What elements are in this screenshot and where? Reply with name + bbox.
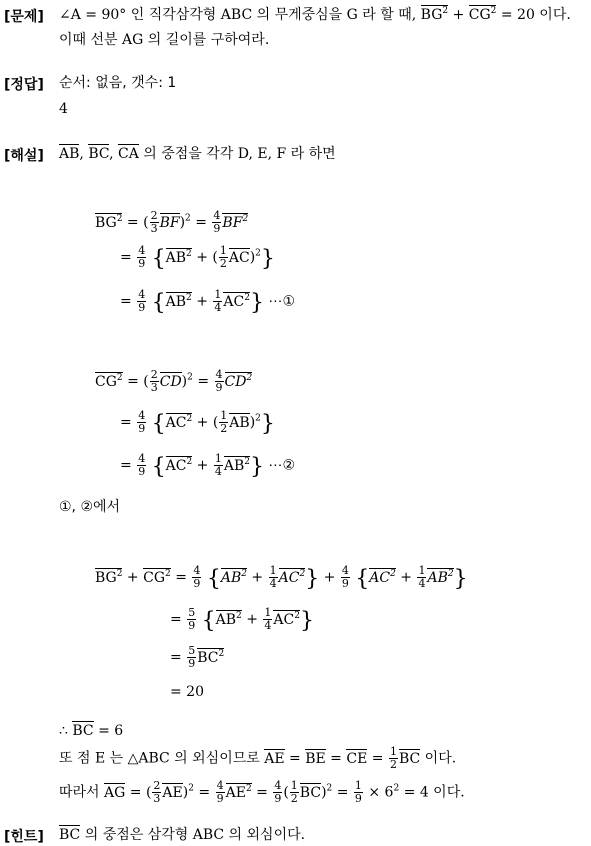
eq3-line2: = $\frac{5}{9}$ {$AB^2$ + $\frac{1}{4}$ $AC^2$} [170, 606, 314, 634]
circle-two: ② [282, 457, 295, 474]
answer-label: [정답] [4, 77, 44, 93]
eq3-line1: $BG^2 + CG^2$ = $\frac{4}{9}$ {$AB^2$ + $\frac{1}{4}$ $AC^2$} + $\frac{4}{9}$ {$AC^2$ + $\frac{1}{4}$ $AB^2$} [95, 564, 468, 592]
problem-text-end: = 20 이다. [496, 7, 571, 23]
combine-text: ①, ②에서 [59, 499, 121, 515]
eq2-line2: = $\frac{4}{9}$ {$AC^2$ + ( $\frac{1}{2}$ AB)$^2$} [120, 409, 275, 437]
hint-text: 의 중점은 삼각형 ABC 의 외심이다. [84, 827, 306, 843]
cg-squared: $CG^2$ [468, 6, 497, 23]
eq2-line3: = $\frac{4}{9}$ {$AC^2$ + $\frac{1}{4}$ $AB^2$} ⋯② [120, 452, 295, 480]
eq3-line4: = 20 [170, 684, 204, 700]
solution-label: [해설] [4, 148, 44, 164]
problem-text-start: ∠A = 90° 인 직각삼각형 ABC 의 무게중심을 G 라 할 때, [59, 7, 421, 23]
answer-value: 4 [59, 101, 68, 117]
eq2-line1: $CG^2$ = ( $\frac{2}{3}$ CD)$^2$ = $\frac{4}{9}$ $CD^2$ [95, 368, 253, 394]
therefore-line: ∴ BC = 6 [59, 723, 124, 739]
circle-one: ① [282, 293, 295, 310]
eq1-line2: = $\frac{4}{9}$ {$AB^2$ + ( $\frac{1}{2}$ AC)$^2$} [120, 244, 275, 272]
eq1-line3: = $\frac{4}{9}$ {$AB^2$ + $\frac{1}{4}$ $AC^2$} ⋯① [120, 288, 295, 316]
problem-line-2: 이때 선분 AG 의 길이를 구하여라. [59, 32, 270, 48]
circumcenter-line: 또 점 E 는 △ABC 의 외심이므로 AE = BE = CE = $\frac{1}{2}$ BC 이다. [59, 745, 457, 771]
eq3-line3: = $\frac{5}{9}$ $BC^2$ [170, 644, 225, 670]
final-line: 따라서 AG = ( $\frac{2}{3}$ AE)$^2$ = $\frac{4}{9}$ $AE^2$ = $\frac{4}{9}$ ( $\frac{1}{2}$ BC)$^2$ = $\frac{1}{9}$ × $6^2 = 4$ 이다. [59, 779, 465, 805]
hint-label: [힌트] [4, 829, 44, 845]
answer-meta: 순서: 없음, 갯수: 1 [59, 75, 177, 91]
problem-line-1: ∠A = 90° 인 직각삼각형 ABC 의 무게중심을 G 라 할 때, $BG^2 + CG^2 = 20$ 이다. [59, 6, 571, 23]
problem-label: [문제] [4, 9, 44, 25]
solution-intro: AB, BC, CA 의 중점을 각각 D, E, F 라 하면 [59, 146, 336, 162]
hint-line: BC 의 중점은 삼각형 ABC 의 외심이다. [59, 827, 306, 843]
eq1-line1: $BG^2$ = ( $\frac{2}{3}$ BF)$^2$ = $\frac{4}{9}$ $BF^2$ [95, 209, 249, 235]
bg-squared: $BG^2$ [420, 6, 449, 23]
